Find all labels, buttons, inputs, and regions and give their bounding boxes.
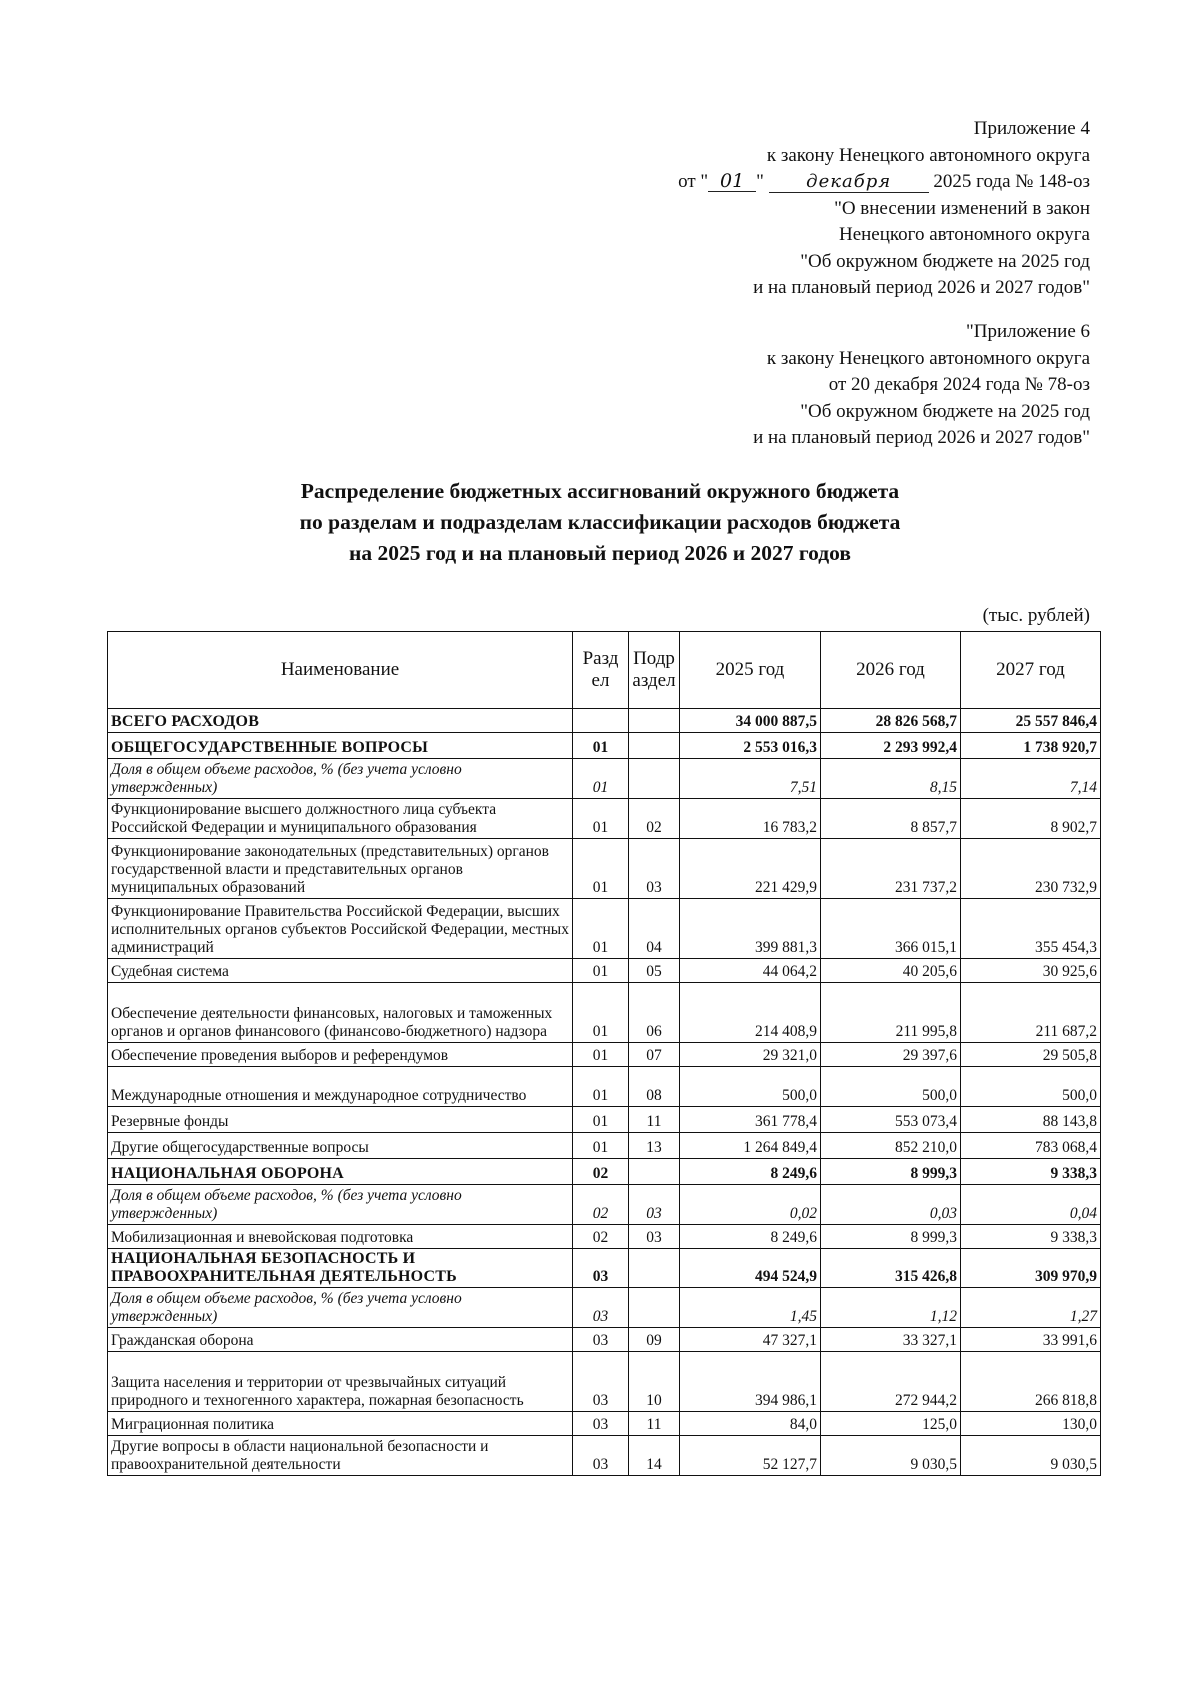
row-name: Обеспечение проведения выборов и референдумов (108, 1043, 573, 1067)
row-section-code: 01 (573, 899, 629, 959)
table-row (108, 899, 1101, 959)
row-value-2027: 130,0 (961, 1412, 1101, 1436)
table-row (108, 1352, 1101, 1412)
row-subsection-code: 11 (629, 1107, 680, 1133)
row-name: Защита населения и территории от чрезвычайных ситуаций природного и техногенного характера, пожарная безопасность (108, 1352, 573, 1412)
row-value-2026: 8,15 (821, 759, 961, 799)
row-name: Обеспечение деятельности финансовых, налоговых и таможенных органов и органов финансового (финансово-бюджетного) надзора (108, 983, 573, 1043)
row-value-2025: 29 321,0 (680, 1043, 821, 1067)
appendix-4-header (678, 116, 1090, 302)
title-line-1: Распределение бюджетных ассигнований окружного бюджета (300, 479, 900, 503)
table-header-row (108, 632, 1101, 709)
row-value-2026: 852 210,0 (821, 1133, 961, 1159)
original-law-reference: к закону Ненецкого автономного округа (766, 347, 1090, 369)
row-subsection-code (629, 733, 680, 759)
row-value-2027: 211 687,2 (961, 983, 1101, 1043)
title-line-2: по разделам и подразделам классификации расходов бюджета (299, 510, 901, 534)
row-value-2027: 1,27 (961, 1288, 1101, 1328)
row-name: Функционирование законодательных (представительных) органов государственной власти и представительных органов муниципальных образований (108, 839, 573, 899)
title-line-3: на 2025 год и на плановый период 2026 и 2027 годов (349, 541, 851, 565)
row-section-code: 02 (573, 1159, 629, 1185)
row-value-2026: 8 999,3 (821, 1159, 961, 1185)
row-name: Доля в общем объеме расходов, % (без учета условно утвержденных) (108, 759, 573, 799)
row-subsection-code (629, 1249, 680, 1288)
row-subsection-code (629, 1159, 680, 1185)
table-row (108, 1412, 1101, 1436)
row-value-2027: 25 557 846,4 (961, 709, 1101, 733)
row-value-2025: 500,0 (680, 1067, 821, 1107)
appendix-6-header (753, 319, 1090, 452)
row-value-2025: 47 327,1 (680, 1328, 821, 1352)
table-row (108, 799, 1101, 839)
row-value-2025: 8 249,6 (680, 1159, 821, 1185)
original-law-title-2: и на плановый период 2026 и 2027 годов" (753, 427, 1090, 448)
row-name: Другие вопросы в области национальной безопасности и правоохранительной деятельности (108, 1436, 573, 1476)
row-subsection-code: 09 (629, 1328, 680, 1352)
handwritten-day: 01 (708, 171, 756, 192)
document-title (0, 476, 1200, 569)
row-value-2026: 211 995,8 (821, 983, 961, 1043)
row-subsection-code: 03 (629, 1185, 680, 1225)
appendix-number: Приложение 4 (973, 118, 1090, 139)
row-value-2027: 29 505,8 (961, 1043, 1101, 1067)
row-name: Международные отношения и международное сотрудничество (108, 1067, 573, 1107)
row-name: НАЦИОНАЛЬНАЯ БЕЗОПАСНОСТЬ И ПРАВООХРАНИТЕЛЬНАЯ ДЕЯТЕЛЬНОСТЬ (108, 1249, 573, 1288)
row-value-2026: 272 944,2 (821, 1352, 961, 1412)
header-name: Наименование (108, 632, 573, 709)
row-subsection-code: 06 (629, 983, 680, 1043)
row-name: ВСЕГО РАСХОДОВ (108, 709, 573, 733)
row-value-2025: 394 986,1 (680, 1352, 821, 1412)
table-row (108, 1133, 1101, 1159)
row-subsection-code (629, 709, 680, 733)
row-value-2025: 221 429,9 (680, 839, 821, 899)
amendment-title-2: Ненецкого автономного округа (838, 224, 1090, 245)
row-name: Мобилизационная и вневойсковая подготовка (108, 1225, 573, 1249)
table-row (108, 759, 1101, 799)
row-value-2026: 500,0 (821, 1067, 961, 1107)
row-value-2025: 399 881,3 (680, 899, 821, 959)
table-row (108, 1436, 1101, 1476)
table-row (108, 959, 1101, 983)
row-value-2025: 16 783,2 (680, 799, 821, 839)
row-name: ОБЩЕГОСУДАРСТВЕННЫЕ ВОПРОСЫ (108, 733, 573, 759)
header-2026: 2026 год (821, 632, 961, 709)
row-value-2027: 30 925,6 (961, 959, 1101, 983)
handwritten-month: декабря (769, 172, 929, 193)
row-section-code: 02 (573, 1185, 629, 1225)
table-row (108, 1159, 1101, 1185)
row-value-2027: 230 732,9 (961, 839, 1101, 899)
row-name: Доля в общем объеме расходов, % (без учета условно утвержденных) (108, 1185, 573, 1225)
row-value-2026: 8 999,3 (821, 1225, 961, 1249)
row-value-2026: 28 826 568,7 (821, 709, 961, 733)
row-name: Доля в общем объеме расходов, % (без учета условно утвержденных) (108, 1288, 573, 1328)
row-section-code: 01 (573, 959, 629, 983)
row-section-code (573, 709, 629, 733)
row-value-2025: 361 778,4 (680, 1107, 821, 1133)
amendment-title-1: "О внесении изменений в закон (834, 197, 1090, 219)
row-value-2025: 7,51 (680, 759, 821, 799)
header-section: Разд ел (573, 632, 629, 709)
row-value-2027: 9 030,5 (961, 1436, 1101, 1476)
row-value-2026: 9 030,5 (821, 1436, 961, 1476)
row-value-2025: 0,02 (680, 1185, 821, 1225)
row-subsection-code: 04 (629, 899, 680, 959)
row-subsection-code: 10 (629, 1352, 680, 1412)
row-section-code: 01 (573, 1107, 629, 1133)
table-row (108, 1067, 1101, 1107)
table-row (108, 1043, 1101, 1067)
row-section-code: 03 (573, 1436, 629, 1476)
row-name: Другие общегосударственные вопросы (108, 1133, 573, 1159)
row-name: Миграционная политика (108, 1412, 573, 1436)
row-section-code: 01 (573, 839, 629, 899)
row-value-2027: 783 068,4 (961, 1133, 1101, 1159)
row-value-2025: 1,45 (680, 1288, 821, 1328)
row-section-code: 01 (573, 983, 629, 1043)
row-value-2026: 8 857,7 (821, 799, 961, 839)
row-value-2025: 44 064,2 (680, 959, 821, 983)
row-value-2025: 2 553 016,3 (680, 733, 821, 759)
table-row (108, 1249, 1101, 1288)
header-2025: 2025 год (680, 632, 821, 709)
date-quote: " (756, 171, 764, 192)
row-subsection-code: 03 (629, 839, 680, 899)
original-law-title-1: "Об окружном бюджете на 2025 год (800, 400, 1090, 422)
table-row (108, 709, 1101, 733)
row-section-code: 03 (573, 1352, 629, 1412)
row-section-code: 02 (573, 1225, 629, 1249)
table-row (108, 733, 1101, 759)
row-value-2025: 214 408,9 (680, 983, 821, 1043)
row-subsection-code: 13 (629, 1133, 680, 1159)
row-value-2025: 494 524,9 (680, 1249, 821, 1288)
budget-table (107, 631, 1101, 1476)
row-value-2027: 88 143,8 (961, 1107, 1101, 1133)
header-subsection: Подр аздел (629, 632, 680, 709)
row-subsection-code: 03 (629, 1225, 680, 1249)
row-subsection-code: 11 (629, 1412, 680, 1436)
date-prefix: от " (678, 171, 709, 192)
amendment-title-3: "Об окружном бюджете на 2025 год (800, 250, 1090, 272)
row-subsection-code: 07 (629, 1043, 680, 1067)
row-name: Судебная система (108, 959, 573, 983)
original-appendix-number: "Приложение 6 (966, 321, 1090, 342)
row-subsection-code (629, 1288, 680, 1328)
row-value-2027: 266 818,8 (961, 1352, 1101, 1412)
row-value-2026: 231 737,2 (821, 839, 961, 899)
row-name: Функционирование высшего должностного лица субъекта Российской Федерации и муниципального образования (108, 799, 573, 839)
row-name: НАЦИОНАЛЬНАЯ ОБОРОНА (108, 1159, 573, 1185)
row-section-code: 03 (573, 1328, 629, 1352)
row-subsection-code: 08 (629, 1067, 680, 1107)
row-value-2026: 125,0 (821, 1412, 961, 1436)
row-value-2026: 366 015,1 (821, 899, 961, 959)
row-section-code: 03 (573, 1412, 629, 1436)
row-name: Гражданская оборона (108, 1328, 573, 1352)
row-value-2025: 8 249,6 (680, 1225, 821, 1249)
row-value-2026: 33 327,1 (821, 1328, 961, 1352)
row-value-2026: 29 397,6 (821, 1043, 961, 1067)
header-2027: 2027 год (961, 632, 1101, 709)
row-value-2025: 52 127,7 (680, 1436, 821, 1476)
row-value-2027: 33 991,6 (961, 1328, 1101, 1352)
row-value-2026: 315 426,8 (821, 1249, 961, 1288)
row-subsection-code: 02 (629, 799, 680, 839)
table-row (108, 839, 1101, 899)
row-value-2026: 553 073,4 (821, 1107, 961, 1133)
row-subsection-code: 14 (629, 1436, 680, 1476)
row-subsection-code: 05 (629, 959, 680, 983)
row-value-2027: 1 738 920,7 (961, 733, 1101, 759)
law-reference: к закону Ненецкого автономного округа (766, 144, 1090, 166)
original-law-date: от 20 декабря 2024 года № 78-оз (828, 374, 1090, 395)
row-value-2025: 34 000 887,5 (680, 709, 821, 733)
row-section-code: 01 (573, 1043, 629, 1067)
units-label: (тыс. рублей) (982, 605, 1090, 626)
row-value-2025: 84,0 (680, 1412, 821, 1436)
row-section-code: 03 (573, 1249, 629, 1288)
row-value-2027: 500,0 (961, 1067, 1101, 1107)
row-value-2027: 309 970,9 (961, 1249, 1101, 1288)
row-name: Функционирование Правительства Российской Федерации, высших исполнительных органов субъектов Российской Федерации, местных администраций (108, 899, 573, 959)
row-value-2027: 9 338,3 (961, 1159, 1101, 1185)
row-value-2025: 1 264 849,4 (680, 1133, 821, 1159)
row-value-2026: 40 205,6 (821, 959, 961, 983)
law-year-number: 2025 года № 148-оз (933, 171, 1090, 192)
row-value-2026: 2 293 992,4 (821, 733, 961, 759)
table-row (108, 1185, 1101, 1225)
row-name: Резервные фонды (108, 1107, 573, 1133)
law-date-line (678, 169, 1090, 196)
row-value-2027: 355 454,3 (961, 899, 1101, 959)
table-row (108, 983, 1101, 1043)
row-section-code: 01 (573, 1133, 629, 1159)
row-section-code: 01 (573, 759, 629, 799)
row-value-2027: 0,04 (961, 1185, 1101, 1225)
row-subsection-code (629, 759, 680, 799)
table-row (108, 1288, 1101, 1328)
row-section-code: 01 (573, 733, 629, 759)
row-value-2027: 8 902,7 (961, 799, 1101, 839)
row-value-2026: 1,12 (821, 1288, 961, 1328)
table-row (108, 1225, 1101, 1249)
table-row (108, 1107, 1101, 1133)
amendment-title-4: и на плановый период 2026 и 2027 годов" (753, 277, 1090, 298)
row-value-2027: 9 338,3 (961, 1225, 1101, 1249)
row-section-code: 01 (573, 799, 629, 839)
row-section-code: 03 (573, 1288, 629, 1328)
row-value-2027: 7,14 (961, 759, 1101, 799)
table-row (108, 1328, 1101, 1352)
row-section-code: 01 (573, 1067, 629, 1107)
row-value-2026: 0,03 (821, 1185, 961, 1225)
